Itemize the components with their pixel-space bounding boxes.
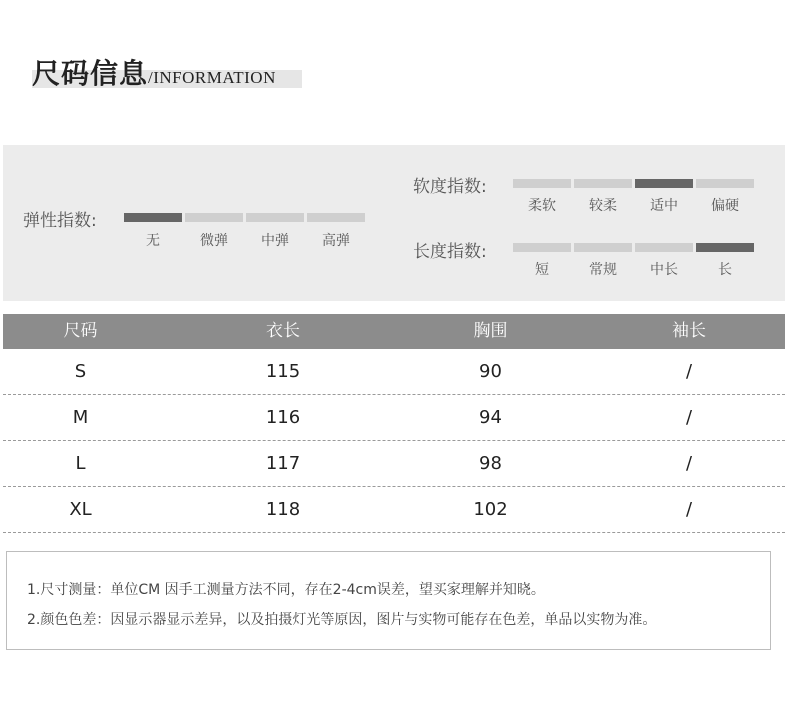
elasticity-option: 高弹	[322, 233, 350, 249]
cell-bust: 90	[479, 361, 502, 382]
cell-sleeve: /	[685, 407, 693, 428]
section-title	[28, 50, 308, 92]
header-bust: 胸围	[473, 321, 508, 341]
softness-segment-2	[574, 179, 632, 188]
table-row	[3, 349, 785, 395]
cell-length: 117	[265, 453, 301, 474]
cell-sleeve: /	[685, 361, 693, 382]
table-header	[3, 314, 785, 349]
table-row	[3, 487, 785, 533]
index-panel	[3, 145, 785, 301]
title-en: /INFORMATION	[148, 68, 276, 87]
length-option: 中长	[650, 262, 678, 278]
cell-length: 116	[265, 407, 301, 428]
cell-bust: 98	[479, 453, 502, 474]
elasticity-option: 中弹	[261, 233, 289, 249]
elasticity-segment-1	[124, 213, 182, 222]
softness-segment-3	[635, 179, 693, 188]
cell-size: S	[74, 361, 87, 382]
title-zh: 尺码信息	[32, 57, 149, 90]
length-segment-3	[635, 243, 693, 252]
cell-size: M	[72, 407, 89, 428]
cell-bust: 102	[473, 499, 508, 520]
length-option: 短	[535, 262, 549, 278]
cell-length: 115	[265, 361, 301, 382]
elasticity-option: 微弹	[200, 233, 228, 249]
elasticity-option: 无	[146, 233, 160, 249]
length-segment-1	[513, 243, 571, 252]
length-segment-2	[574, 243, 632, 252]
softness-option: 较柔	[589, 198, 617, 214]
table-row	[3, 441, 785, 487]
cell-length: 118	[265, 499, 301, 520]
softness-option: 适中	[650, 198, 678, 214]
notes-box	[6, 551, 771, 650]
softness-label: 软度指数:	[413, 177, 487, 197]
note-measurement: 1.尺寸测量：单位CM 因手工测量方法不同，存在2-4cm误差，望买家理解并知晓。	[27, 582, 545, 598]
elasticity-segment-4	[307, 213, 365, 222]
elasticity-label: 弹性指数:	[23, 211, 97, 231]
length-option: 常规	[589, 262, 617, 278]
page-title	[32, 52, 276, 92]
softness-option: 柔软	[528, 198, 556, 214]
header-length: 衣长	[266, 321, 300, 341]
softness-segment-1	[513, 179, 571, 188]
size-table	[3, 314, 785, 520]
cell-sleeve: /	[685, 499, 693, 520]
elasticity-segment-3	[246, 213, 304, 222]
cell-sleeve: /	[685, 453, 693, 474]
softness-segment-4	[696, 179, 754, 188]
cell-bust: 94	[479, 407, 502, 428]
cell-size: XL	[69, 499, 92, 520]
cell-size: L	[75, 453, 86, 474]
length-option: 长	[718, 262, 732, 278]
length-segment-4	[696, 243, 754, 252]
header-sleeve: 袖长	[672, 321, 706, 341]
header-size: 尺码	[63, 321, 98, 341]
length-label: 长度指数:	[413, 242, 487, 262]
elasticity-segment-2	[185, 213, 243, 222]
softness-option: 偏硬	[711, 198, 739, 214]
table-row	[3, 395, 785, 441]
note-color: 2.颜色色差：因显示器显示差异，以及拍摄灯光等原因，图片与实物可能存在色差，单品以实物为准。	[27, 612, 657, 628]
